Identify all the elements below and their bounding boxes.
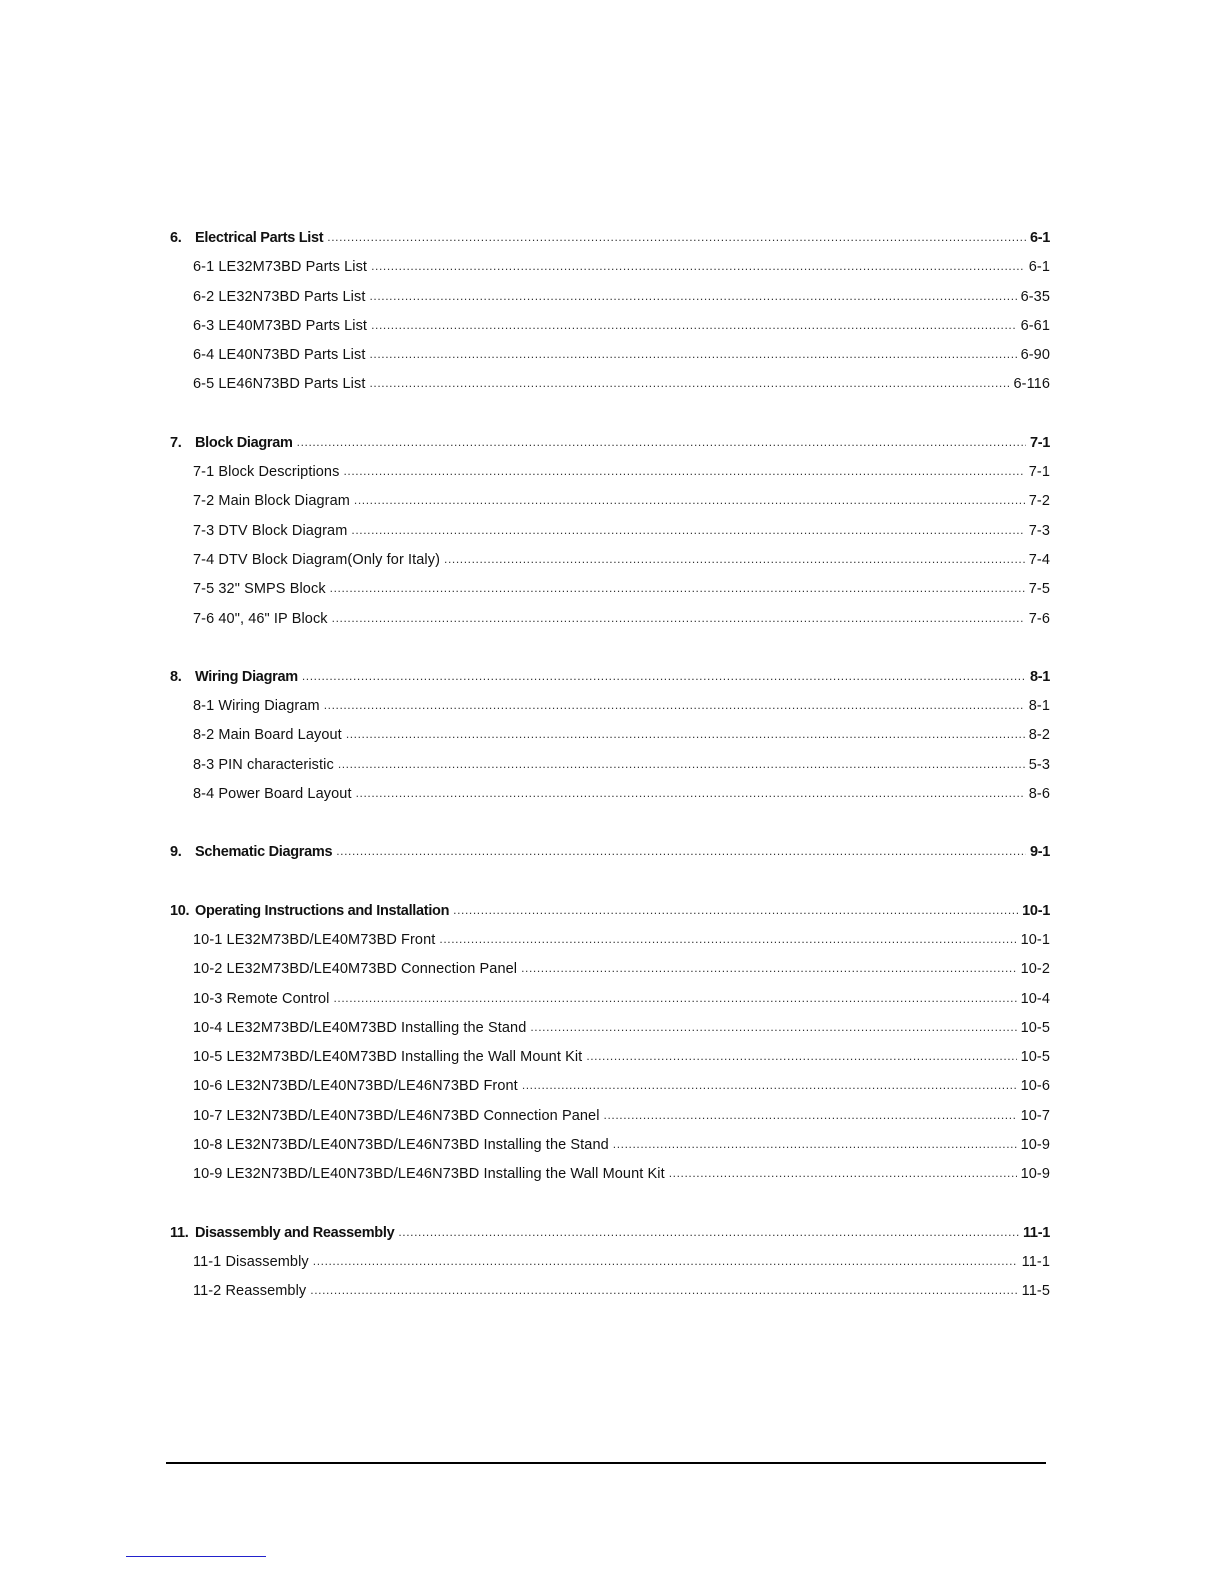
subsection-title: 10-8 LE32N73BD/LE40N73BD/LE46N73BD Installing the Stand [193,1137,609,1154]
subsection-title: 6-1 LE32M73BD Parts List [193,259,368,276]
toc-chapter-entry[interactable] [170,663,1050,692]
subsection-title: 11-1 Disassembly [193,1253,309,1270]
dot-leader [330,574,1025,603]
dot-leader [324,691,1025,720]
toc-section [170,1219,1050,1307]
toc-subsection-entry[interactable] [170,721,1050,750]
subsection-title: 7-4 DTV Block Diagram(Only for Italy) [193,551,441,568]
toc-section [170,838,1050,867]
subsection-title: 10-4 LE32M73BD/LE40M73BD Installing the Stand [193,1019,527,1036]
toc-subsection-entry[interactable] [170,692,1050,721]
subsection-page-number: 10-1 [1020,931,1050,948]
dot-leader [302,662,1026,691]
subsection-title: 7-1 Block Descriptions [193,464,340,481]
toc-subsection-entry[interactable] [170,1131,1050,1160]
subsection-title: 7-5 32" SMPS Block [193,581,326,598]
toc-subsection-entry[interactable] [170,341,1050,370]
subsection-title: 10-6 LE32N73BD/LE40N73BD/LE46N73BD Front [193,1078,518,1095]
chapter-title: Block Diagram [195,434,293,451]
toc-subsection-entry[interactable] [170,751,1050,780]
toc-subsection-entry[interactable] [170,1248,1050,1277]
toc-section [170,897,1050,1190]
subsection-title: 10-5 LE32M73BD/LE40M73BD Installing the Wall Mount Kit [193,1049,583,1066]
toc-subsection-entry[interactable] [170,926,1050,955]
subsection-title: 7-6 40", 46" IP Block [193,610,328,627]
subsection-title: 8-2 Main Board Layout [193,727,342,744]
subsection-title: 10-2 LE32M73BD/LE40M73BD Connection Panel [193,961,518,978]
subsection-title: 10-9 LE32N73BD/LE40N73BD/LE46N73BD Installing the Wall Mount Kit [193,1166,665,1183]
toc-subsection-entry[interactable] [170,1072,1050,1101]
dot-leader [297,428,1026,457]
toc-subsection-entry[interactable] [170,1043,1050,1072]
toc-chapter-entry[interactable] [170,897,1050,926]
chapter-page-number: 9-1 [1029,844,1050,861]
toc-subsection-entry[interactable] [170,517,1050,546]
toc-subsection-entry[interactable] [170,283,1050,312]
dot-leader [332,604,1025,633]
toc-subsection-entry[interactable] [170,1160,1050,1189]
subsection-title: 7-3 DTV Block Diagram [193,522,348,539]
toc-subsection-entry[interactable] [170,312,1050,341]
dot-leader [313,1247,1018,1276]
toc-subsection-entry[interactable] [170,575,1050,604]
chapter-page-number: 10-1 [1022,902,1050,919]
subsection-page-number: 7-2 [1028,493,1050,510]
chapter-page-number: 6-1 [1029,230,1050,246]
subsection-title: 6-5 LE46N73BD Parts List [193,376,366,393]
subsection-page-number: 7-1 [1028,464,1050,481]
toc-section [170,663,1050,809]
dot-leader [334,984,1017,1013]
subsection-title: 10-3 Remote Control [193,990,330,1007]
subsection-page-number: 8-2 [1028,727,1050,744]
toc-chapter-entry[interactable] [170,429,1050,458]
toc-chapter-entry[interactable] [170,1219,1050,1248]
subsection-title: 6-3 LE40M73BD Parts List [193,317,368,334]
dot-leader [354,486,1025,515]
dot-leader [613,1130,1017,1159]
subsection-page-number: 10-5 [1020,1049,1050,1066]
toc-subsection-entry[interactable] [170,780,1050,809]
subsection-page-number: 11-1 [1021,1253,1050,1270]
subsection-page-number: 10-4 [1020,990,1050,1007]
toc-subsection-entry[interactable] [170,370,1050,399]
chapter-number: 10. [170,902,190,919]
subsection-title: 8-4 Power Board Layout [193,786,352,803]
subsection-page-number: 6-61 [1020,317,1050,334]
subsection-title: 10-1 LE32M73BD/LE40M73BD Front [193,931,436,948]
toc-chapter-entry[interactable] [170,838,1050,867]
subsection-page-number: 10-7 [1020,1107,1050,1124]
chapter-title: Disassembly and Reassembly [195,1224,395,1241]
chapter-title: Wiring Diagram [195,668,298,685]
subsection-title: 10-7 LE32N73BD/LE40N73BD/LE46N73BD Connection Panel [193,1107,600,1124]
dot-leader [586,1042,1016,1071]
subsection-title: 6-4 LE40N73BD Parts List [193,347,366,364]
toc-subsection-entry[interactable] [170,985,1050,1014]
subsection-page-number: 10-5 [1020,1019,1050,1036]
toc-subsection-entry[interactable] [170,955,1050,984]
dot-leader [343,457,1024,486]
dot-leader [346,720,1025,749]
subsection-title: 7-2 Main Block Diagram [193,493,350,510]
subsection-page-number: 8-6 [1028,786,1050,803]
dot-leader [439,925,1016,954]
toc-section [170,224,1050,400]
chapter-title: Electrical Parts List [195,230,324,246]
toc-subsection-entry[interactable] [170,458,1050,487]
chapter-page-number: 11-1 [1022,1224,1050,1241]
chapter-page-number: 7-1 [1029,434,1050,451]
chapter-number: 9. [170,844,182,861]
footer-divider [166,1462,1046,1464]
dot-leader [338,750,1025,779]
dot-leader [369,369,1009,398]
chapter-number: 6. [170,230,182,246]
dot-leader [336,837,1026,866]
toc-subsection-entry[interactable] [170,546,1050,575]
subsection-page-number: 6-116 [1013,376,1050,393]
subsection-page-number: 6-90 [1020,347,1050,364]
subsection-page-number: 10-9 [1020,1137,1050,1154]
subsection-page-number: 7-3 [1028,522,1050,539]
dot-leader [444,545,1025,574]
dot-leader [530,1013,1016,1042]
dot-leader [369,282,1016,311]
table-of-contents [170,224,1050,1336]
toc-subsection-entry[interactable] [170,1102,1050,1131]
dot-leader [327,223,1026,252]
dot-leader [310,1276,1017,1305]
subsection-page-number: 5-3 [1028,756,1050,773]
subsection-page-number: 6-1 [1028,259,1050,276]
subsection-page-number: 8-1 [1028,698,1050,715]
dot-leader [521,954,1016,983]
toc-subsection-entry[interactable] [170,1014,1050,1043]
subsection-title: 11-2 Reassembly [193,1283,307,1300]
chapter-title: Schematic Diagrams [195,844,333,861]
dot-leader [351,516,1024,545]
dot-leader [369,340,1016,369]
subsection-page-number: 7-4 [1028,551,1050,568]
chapter-number: 11. [170,1224,189,1241]
subsection-title: 6-2 LE32N73BD Parts List [193,288,366,305]
dot-leader [356,779,1025,808]
subsection-page-number: 7-5 [1028,581,1050,598]
subsection-page-number: 11-5 [1021,1283,1050,1300]
chapter-page-number: 8-1 [1029,668,1050,685]
subsection-page-number: 10-2 [1020,961,1050,978]
chapter-number: 8. [170,668,182,685]
subsection-page-number: 10-9 [1020,1166,1050,1183]
dot-leader [604,1101,1017,1130]
toc-subsection-entry[interactable] [170,1277,1050,1306]
toc-subsection-entry[interactable] [170,487,1050,516]
dot-leader [669,1159,1017,1188]
subsection-title: 8-3 PIN characteristic [193,756,334,773]
subsection-page-number: 10-6 [1020,1078,1050,1095]
dot-leader [453,896,1018,925]
subsection-title: 8-1 Wiring Diagram [193,698,320,715]
dot-leader [398,1218,1019,1247]
toc-subsection-entry[interactable] [170,253,1050,282]
toc-chapter-entry[interactable] [170,224,1050,253]
dot-leader [522,1071,1017,1100]
chapter-title: Operating Instructions and Installation [195,902,450,919]
subsection-page-number: 7-6 [1028,610,1050,627]
chapter-number: 7. [170,434,182,451]
toc-section [170,429,1050,634]
toc-subsection-entry[interactable] [170,605,1050,634]
page-corner-mark [126,1556,266,1557]
subsection-page-number: 6-35 [1020,288,1050,305]
dot-leader [371,252,1025,281]
dot-leader [371,311,1017,340]
